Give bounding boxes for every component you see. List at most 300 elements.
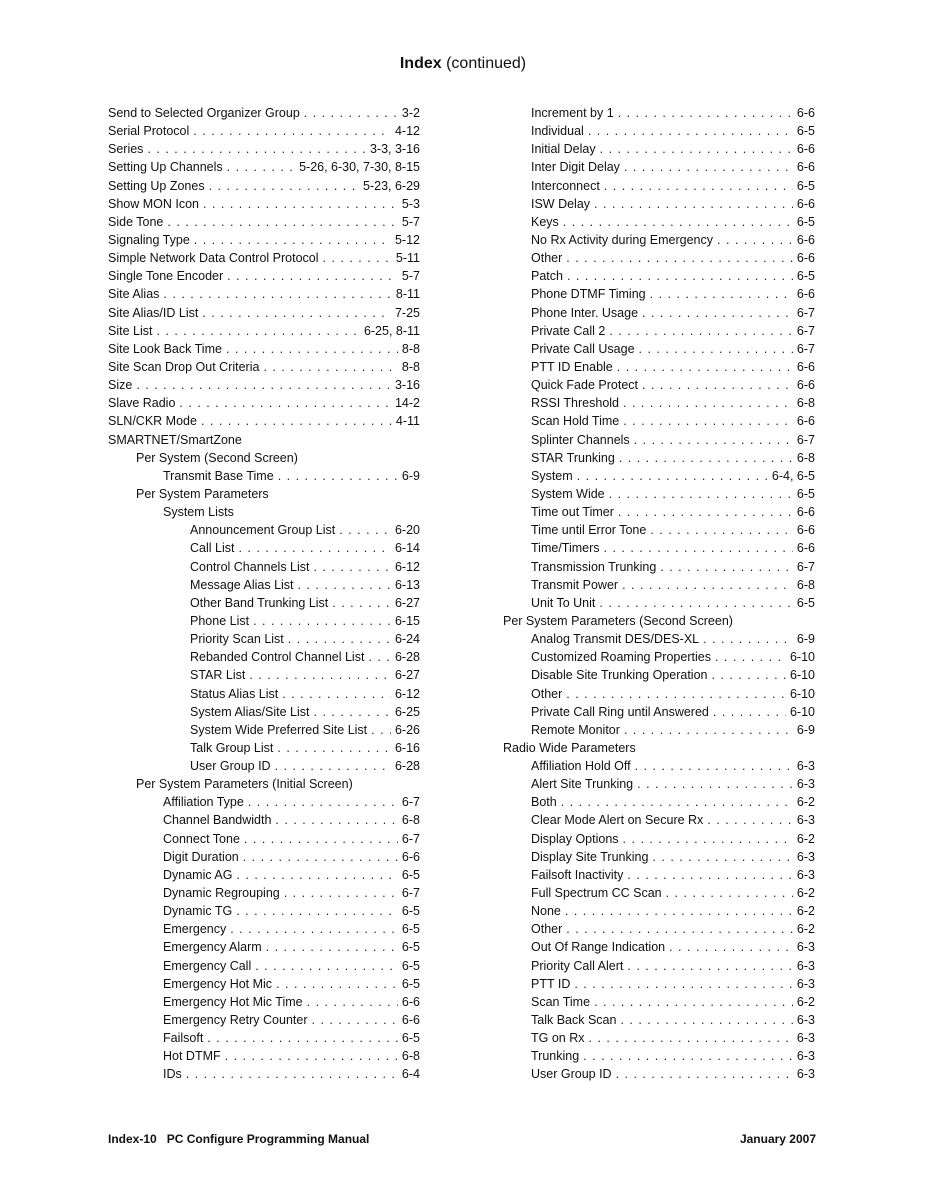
index-page-ref: 6-5 bbox=[796, 269, 815, 284]
dot-leader bbox=[284, 884, 398, 902]
index-page-ref: 6-3 bbox=[796, 1013, 815, 1028]
index-page-ref: 6-6 bbox=[796, 251, 815, 266]
index-entry bbox=[503, 467, 815, 485]
index-page-ref: 6-7 bbox=[401, 795, 420, 810]
index-page-ref: 6-6 bbox=[796, 106, 815, 120]
index-term: Control Channels List bbox=[190, 559, 310, 574]
index-term: System bbox=[531, 468, 573, 483]
dot-leader bbox=[713, 703, 786, 721]
index-page-ref: 6-2 bbox=[796, 886, 815, 901]
dot-leader bbox=[635, 757, 793, 775]
index-page-ref: 6-20 bbox=[394, 523, 420, 538]
index-page-ref: 6-8 bbox=[401, 1049, 420, 1064]
index-page-ref: 6-7 bbox=[401, 831, 420, 846]
index-term: Keys bbox=[531, 214, 559, 229]
index-page-ref: 3-16 bbox=[394, 378, 420, 393]
index-entry bbox=[108, 104, 420, 122]
dot-leader bbox=[624, 721, 793, 739]
index-entry bbox=[503, 285, 815, 303]
dot-leader bbox=[136, 376, 391, 394]
index-term: PTT ID bbox=[531, 976, 571, 991]
index-entry bbox=[503, 902, 815, 920]
dot-leader bbox=[588, 122, 793, 140]
dot-leader bbox=[226, 340, 398, 358]
index-entry bbox=[503, 721, 815, 739]
index-term: Time until Error Tone bbox=[531, 523, 647, 538]
index-term: Dynamic Regrouping bbox=[163, 886, 280, 901]
index-page-ref: 6-7 bbox=[796, 559, 815, 574]
index-term: Setting Up Channels bbox=[108, 160, 223, 175]
index-page-ref: 6-8 bbox=[796, 450, 815, 465]
index-term: Trunking bbox=[531, 1049, 580, 1064]
index-term: Remote Monitor bbox=[531, 722, 620, 737]
index-entry bbox=[503, 1047, 815, 1065]
index-page-ref: 6-6 bbox=[796, 160, 815, 175]
index-term: Series bbox=[108, 142, 144, 157]
index-entry bbox=[503, 394, 815, 412]
index-term: Show MON Icon bbox=[108, 196, 200, 211]
index-entry bbox=[503, 739, 815, 757]
index-entry bbox=[503, 685, 815, 703]
index-entry bbox=[108, 1047, 420, 1065]
dot-leader bbox=[248, 793, 398, 811]
index-page-ref: 6-13 bbox=[394, 577, 420, 592]
index-entry bbox=[503, 703, 815, 721]
index-term: Site Alias bbox=[108, 287, 160, 302]
index-entry bbox=[108, 503, 420, 521]
dot-leader bbox=[253, 612, 391, 630]
index-term: None bbox=[531, 904, 561, 919]
index-page-ref: 5-26, 6-30, 7-30, 8-15 bbox=[299, 160, 420, 175]
index-entry bbox=[108, 322, 420, 340]
dot-leader bbox=[650, 285, 793, 303]
index-entry bbox=[503, 558, 815, 576]
page-title-main: Index bbox=[399, 55, 442, 72]
index-page-ref: 8-8 bbox=[401, 359, 420, 374]
index-term: Private Call Ring until Answered bbox=[531, 704, 709, 719]
index-page-ref: 6-5 bbox=[796, 124, 815, 139]
index-term: Emergency Retry Counter bbox=[163, 1013, 308, 1028]
dot-leader bbox=[669, 938, 793, 956]
index-page-ref: 6-25 bbox=[394, 704, 420, 719]
index-term: Initial Delay bbox=[531, 142, 596, 157]
dot-leader bbox=[711, 666, 785, 684]
dot-leader bbox=[566, 685, 786, 703]
index-page-ref: 6-6 bbox=[796, 359, 815, 374]
index-entry bbox=[108, 449, 420, 467]
index-entry bbox=[108, 539, 420, 557]
index-term: Site List bbox=[108, 323, 153, 338]
index-term: Slave Radio bbox=[108, 396, 176, 411]
index-entry bbox=[503, 304, 815, 322]
index-entry bbox=[503, 630, 815, 648]
index-term: Affiliation Type bbox=[163, 795, 244, 810]
index-term: Emergency Hot Mic bbox=[163, 976, 273, 991]
index-page-ref: 6-8 bbox=[796, 396, 815, 411]
index-term: Time out Timer bbox=[531, 505, 614, 520]
dot-leader bbox=[288, 630, 391, 648]
index-term: Emergency Hot Mic Time bbox=[163, 994, 303, 1009]
index-entry bbox=[503, 521, 815, 539]
index-entry bbox=[108, 521, 420, 539]
index-term: System Lists bbox=[163, 505, 234, 520]
index-entry bbox=[503, 122, 815, 140]
index-term: System Wide bbox=[531, 486, 605, 501]
index-page-ref: 6-2 bbox=[796, 994, 815, 1009]
index-term: Status Alias List bbox=[190, 686, 279, 701]
index-page-ref: 6-3 bbox=[796, 1049, 815, 1064]
index-page-ref: 7-25 bbox=[394, 305, 420, 320]
index-page-ref: 6-9 bbox=[796, 632, 815, 647]
index-page-ref: 6-3 bbox=[796, 976, 815, 991]
index-entry bbox=[108, 884, 420, 902]
dot-leader bbox=[312, 1011, 398, 1029]
index-entry bbox=[108, 358, 420, 376]
index-page-ref: 6-25, 8-11 bbox=[363, 323, 420, 338]
index-term: Dynamic AG bbox=[163, 867, 233, 882]
index-term: PTT ID Enable bbox=[531, 359, 613, 374]
index-term: Digit Duration bbox=[163, 849, 239, 864]
index-page-ref: 6-3 bbox=[796, 759, 815, 774]
dot-leader bbox=[642, 376, 793, 394]
index-entry bbox=[503, 666, 815, 684]
index-entry bbox=[503, 594, 815, 612]
index-entry bbox=[503, 775, 815, 793]
index-page-ref: 6-12 bbox=[394, 686, 420, 701]
index-term: Send to Selected Organizer Group bbox=[108, 106, 300, 120]
index-page-ref: 6-6 bbox=[401, 849, 420, 864]
index-page-ref: 6-5 bbox=[796, 595, 815, 610]
index-entry bbox=[503, 412, 815, 430]
index-term: TG on Rx bbox=[531, 1031, 585, 1046]
index-page-ref: 6-7 bbox=[796, 305, 815, 320]
dot-leader bbox=[565, 902, 793, 920]
index-term: Per System (Second Screen) bbox=[136, 450, 298, 465]
index-page-ref: 6-6 bbox=[796, 232, 815, 247]
dot-leader bbox=[332, 594, 391, 612]
index-page-ref: 6-5 bbox=[796, 214, 815, 229]
dot-leader bbox=[637, 775, 793, 793]
dot-leader bbox=[604, 539, 793, 557]
index-page-ref: 14-2 bbox=[394, 396, 420, 411]
index-term: STAR List bbox=[190, 668, 246, 683]
dot-leader bbox=[275, 811, 398, 829]
index-term: Priority Scan List bbox=[190, 632, 284, 647]
index-entry bbox=[108, 938, 420, 956]
index-entry bbox=[108, 376, 420, 394]
footer-page-label: Index-10 bbox=[108, 1132, 157, 1146]
index-entry bbox=[108, 249, 420, 267]
index-entry bbox=[503, 213, 815, 231]
index-entry bbox=[503, 376, 815, 394]
dot-leader bbox=[314, 703, 391, 721]
index-term: Talk Back Scan bbox=[531, 1013, 617, 1028]
index-entry bbox=[503, 231, 815, 249]
dot-leader bbox=[230, 920, 398, 938]
index-entry bbox=[108, 340, 420, 358]
index-term: Talk Group List bbox=[190, 740, 274, 755]
index-term: Private Call Usage bbox=[531, 341, 635, 356]
dot-leader bbox=[307, 993, 398, 1011]
index-entry bbox=[108, 866, 420, 884]
index-entry bbox=[108, 304, 420, 322]
index-page-ref: 6-6 bbox=[796, 505, 815, 520]
index-term: System Alias/Site List bbox=[190, 704, 310, 719]
index-page-ref: 6-2 bbox=[796, 904, 815, 919]
index-page-ref: 6-9 bbox=[401, 468, 420, 483]
dot-leader bbox=[202, 304, 391, 322]
dot-leader bbox=[323, 249, 392, 267]
index-entry bbox=[503, 1029, 815, 1047]
index-term: Out Of Range Indication bbox=[531, 940, 666, 955]
index-entry bbox=[108, 467, 420, 485]
index-entry bbox=[503, 612, 815, 630]
index-term: Alert Site Trunking bbox=[531, 777, 634, 792]
index-entry bbox=[108, 1029, 420, 1047]
index-page-ref: 6-5 bbox=[401, 904, 420, 919]
index-entry bbox=[108, 267, 420, 285]
index-term: Both bbox=[531, 795, 557, 810]
index-entry bbox=[503, 648, 815, 666]
index-entry bbox=[503, 957, 815, 975]
index-term: Affiliation Hold Off bbox=[531, 759, 631, 774]
index-entry bbox=[108, 394, 420, 412]
index-entry bbox=[503, 938, 815, 956]
index-page-ref: 6-6 bbox=[796, 142, 815, 157]
index-entry bbox=[108, 685, 420, 703]
index-term: Site Scan Drop Out Criteria bbox=[108, 359, 260, 374]
dot-leader bbox=[618, 104, 793, 122]
dot-leader bbox=[609, 485, 793, 503]
index-page-ref: 4-11 bbox=[395, 414, 420, 429]
index-entry bbox=[108, 558, 420, 576]
index-term: Emergency Call bbox=[163, 958, 252, 973]
index-page-ref: 6-5 bbox=[796, 178, 815, 193]
index-entry bbox=[503, 866, 815, 884]
index-page-ref: 6-6 bbox=[401, 1013, 420, 1028]
dot-leader bbox=[275, 757, 391, 775]
dot-leader bbox=[238, 539, 391, 557]
index-term: Transmit Base Time bbox=[163, 468, 274, 483]
index-term: Message Alias List bbox=[190, 577, 294, 592]
index-page-ref: 6-10 bbox=[789, 650, 815, 665]
index-entry bbox=[503, 884, 815, 902]
index-entry bbox=[108, 630, 420, 648]
index-entry bbox=[108, 594, 420, 612]
dot-leader bbox=[594, 195, 793, 213]
dot-leader bbox=[203, 195, 398, 213]
index-term: Phone Inter. Usage bbox=[531, 305, 639, 320]
index-term: Private Call 2 bbox=[531, 323, 606, 338]
index-page-ref: 6-15 bbox=[394, 613, 420, 628]
index-term: IDs bbox=[163, 1067, 182, 1082]
index-term: Phone List bbox=[190, 613, 250, 628]
index-entry bbox=[108, 122, 420, 140]
index-term: SMARTNET/SmartZone bbox=[108, 432, 242, 447]
index-entry bbox=[503, 195, 815, 213]
index-term: Other Band Trunking List bbox=[190, 595, 329, 610]
dot-leader bbox=[703, 630, 793, 648]
dot-leader bbox=[339, 521, 391, 539]
index-page-ref: 5-12 bbox=[394, 232, 420, 247]
footer-left bbox=[108, 1132, 369, 1146]
index-entry bbox=[503, 158, 815, 176]
index-entry bbox=[503, 539, 815, 557]
index-entry bbox=[108, 612, 420, 630]
dot-leader bbox=[622, 576, 793, 594]
index-page-ref: 6-28 bbox=[394, 650, 420, 665]
index-page-ref: 6-10 bbox=[789, 668, 815, 683]
index-page-ref: 6-3 bbox=[796, 940, 815, 955]
index-term: Connect Tone bbox=[163, 831, 240, 846]
index-term: Phone DTMF Timing bbox=[531, 287, 646, 302]
dot-leader bbox=[652, 848, 793, 866]
index-term: Transmission Trunking bbox=[531, 559, 657, 574]
index-entry bbox=[108, 757, 420, 775]
index-entry bbox=[108, 739, 420, 757]
dot-leader bbox=[282, 685, 391, 703]
dot-leader bbox=[147, 140, 366, 158]
index-page-ref: 3-2 bbox=[401, 106, 420, 120]
index-page-ref: 5-23, 6-29 bbox=[363, 178, 420, 193]
dot-leader bbox=[623, 412, 793, 430]
index-entry bbox=[503, 830, 815, 848]
index-page-ref: 6-8 bbox=[796, 577, 815, 592]
index-term: Disable Site Trunking Operation bbox=[531, 668, 708, 683]
dot-leader bbox=[225, 1047, 398, 1065]
index-page-ref: 6-4 bbox=[401, 1067, 420, 1082]
dot-leader bbox=[227, 267, 398, 285]
index-term: Other bbox=[531, 922, 563, 937]
dot-leader bbox=[618, 503, 793, 521]
index-term: SLN/CKR Mode bbox=[108, 414, 197, 429]
dot-leader bbox=[179, 394, 391, 412]
index-entry bbox=[503, 848, 815, 866]
index-entry bbox=[503, 793, 815, 811]
index-entry bbox=[503, 975, 815, 993]
index-term: Priority Call Alert bbox=[531, 958, 624, 973]
dot-leader bbox=[566, 249, 793, 267]
index-entry bbox=[108, 993, 420, 1011]
index-entry bbox=[108, 431, 420, 449]
dot-leader bbox=[627, 866, 793, 884]
dot-leader bbox=[715, 648, 786, 666]
index-page-ref: 6-3 bbox=[796, 777, 815, 792]
index-page-ref: 6-7 bbox=[796, 432, 815, 447]
page-title bbox=[0, 55, 926, 73]
index-page-ref: 6-5 bbox=[401, 940, 420, 955]
index-page-ref: 6-14 bbox=[394, 541, 420, 556]
dot-leader bbox=[186, 1065, 398, 1083]
dot-leader bbox=[589, 1029, 793, 1047]
dot-leader bbox=[263, 358, 397, 376]
dot-leader bbox=[236, 902, 398, 920]
index-entry bbox=[108, 1011, 420, 1029]
index-page-ref: 6-5 bbox=[401, 958, 420, 973]
index-term: Per System Parameters (Initial Screen) bbox=[136, 777, 353, 792]
index-page-ref: 6-6 bbox=[401, 994, 420, 1009]
index-page-ref: 8-8 bbox=[401, 341, 420, 356]
index-entry bbox=[108, 140, 420, 158]
index-term: Radio Wide Parameters bbox=[503, 740, 636, 755]
index-page-ref: 6-8 bbox=[401, 813, 420, 828]
index-entry bbox=[108, 285, 420, 303]
dot-leader bbox=[298, 576, 391, 594]
dot-leader bbox=[563, 213, 793, 231]
dot-leader bbox=[623, 394, 793, 412]
index-entry bbox=[503, 757, 815, 775]
dot-leader bbox=[616, 1065, 793, 1083]
index-entry bbox=[503, 503, 815, 521]
index-page-ref: 5-7 bbox=[401, 214, 420, 229]
index-term: Other bbox=[531, 686, 563, 701]
dot-leader bbox=[666, 884, 793, 902]
dot-leader bbox=[371, 721, 391, 739]
dot-leader bbox=[619, 449, 793, 467]
dot-leader bbox=[207, 1029, 398, 1047]
index-page-ref: 6-6 bbox=[796, 523, 815, 538]
index-term: Individual bbox=[531, 124, 584, 139]
index-term: Hot DTMF bbox=[163, 1049, 221, 1064]
index-entry bbox=[108, 158, 420, 176]
dot-leader bbox=[574, 975, 793, 993]
index-term: RSSI Threshold bbox=[531, 396, 620, 411]
dot-leader bbox=[577, 467, 768, 485]
dot-leader bbox=[617, 358, 793, 376]
index-entry bbox=[108, 975, 420, 993]
index-page-ref: 6-9 bbox=[796, 722, 815, 737]
dot-leader bbox=[276, 975, 398, 993]
index-term: Patch bbox=[531, 269, 563, 284]
index-term: Site Alias/ID List bbox=[108, 305, 199, 320]
index-page-ref: 6-3 bbox=[796, 958, 815, 973]
index-page-ref: 6-3 bbox=[796, 1031, 815, 1046]
index-term: Other bbox=[531, 251, 563, 266]
index-term: Inter Digit Delay bbox=[531, 160, 620, 175]
index-entry bbox=[108, 920, 420, 938]
index-page-ref: 6-6 bbox=[796, 541, 815, 556]
index-term: Site Look Back Time bbox=[108, 341, 222, 356]
index-term: Serial Protocol bbox=[108, 124, 190, 139]
index-term: System Wide Preferred Site List bbox=[190, 722, 368, 737]
index-term: Clear Mode Alert on Secure Rx bbox=[531, 813, 704, 828]
index-page-ref: 6-5 bbox=[401, 976, 420, 991]
index-term: Simple Network Data Control Protocol bbox=[108, 251, 319, 266]
index-term: Scan Hold Time bbox=[531, 414, 620, 429]
dot-leader bbox=[561, 793, 793, 811]
index-term: Per System Parameters (Second Screen) bbox=[503, 613, 733, 628]
dot-leader bbox=[717, 231, 793, 249]
dot-leader bbox=[278, 467, 398, 485]
dot-leader bbox=[594, 993, 793, 1011]
index-page-ref: 6-2 bbox=[796, 795, 815, 810]
index-term: Display Site Trunking bbox=[531, 849, 649, 864]
dot-leader bbox=[249, 666, 391, 684]
index-entry bbox=[503, 104, 815, 122]
index-term: Quick Fade Protect bbox=[531, 378, 638, 393]
index-page-ref: 3-3, 3-16 bbox=[369, 142, 420, 157]
dot-leader bbox=[255, 957, 398, 975]
dot-leader bbox=[650, 521, 793, 539]
index-term: Call List bbox=[190, 541, 235, 556]
dot-leader bbox=[583, 1047, 793, 1065]
dot-leader bbox=[244, 830, 398, 848]
dot-leader bbox=[639, 340, 793, 358]
index-term: Signaling Type bbox=[108, 232, 190, 247]
index-page-ref: 6-6 bbox=[796, 287, 815, 302]
index-term: Interconnect bbox=[531, 178, 600, 193]
index-page-ref: 4-12 bbox=[394, 124, 420, 139]
